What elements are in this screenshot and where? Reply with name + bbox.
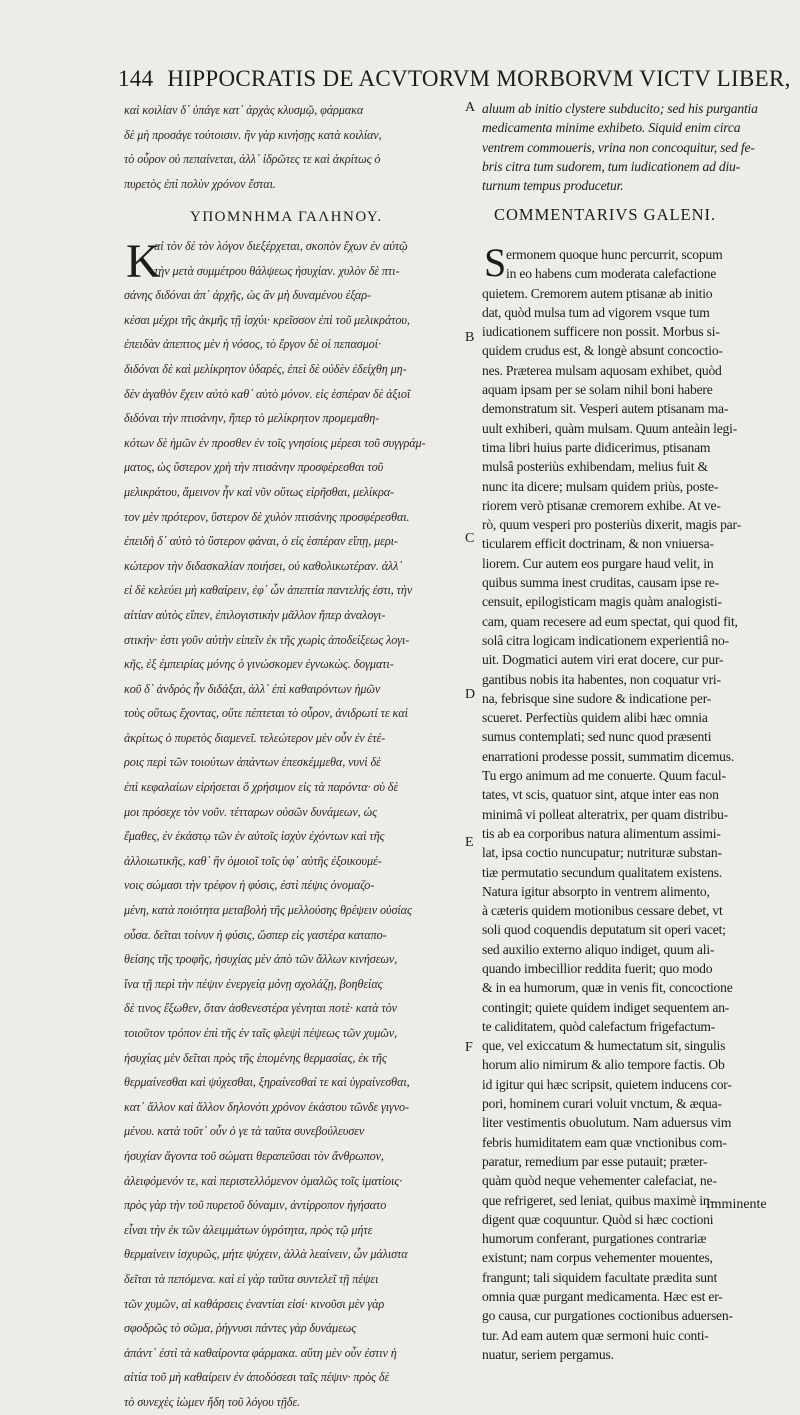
latin-commentary-line: Tu ergo animum ad me conuerte. Quum facul- [482,768,726,784]
latin-commentary-line: aquam ipsam per se solam nihil boni habere [482,382,713,398]
latin-commentary-line: rò, quum vesperi pro posteriùs dixerit, magis par- [482,517,741,533]
latin-commentary-line: tis ab ea corporibus natura alimentum assimi- [482,825,721,841]
latin-commentary-line: nes. Præterea mulsam aquosam exhibet, quòd [482,362,722,378]
greek-commentary-line: ἀκρίτως ὁ πυρετὸς διαμενεῖ. τελεώτερον μὲν οὖν ἐν ἑτέ- [124,730,386,745]
latin-commentary-line: scueret. Perfectiùs quidem alibi hæc omnia [482,710,708,726]
greek-commentary-line: ἔμαθες, ἐν ἑκάστῳ τῶν ἐν αὐτοῖς ἰσχὺν ἐχόντων καὶ τῆς [124,829,385,844]
latin-commentary-line: quàm quòd neque vehementer calefaciat, ne- [482,1173,717,1189]
greek-passage-line: δὲ μὴ προσάγε τούτοισιν. ἢν γὰρ κινήσῃς κατὰ κοιλίαν, [124,127,382,142]
latin-commentary-line: gantibus nobis ita habentes, non coquatur vri- [482,671,721,687]
greek-commentary-line: θείσης τῆς τροφῆς, ἡσυχίας μὲν ἀπὸ τῶν ἄλλων κινήσεων, [124,952,398,967]
greek-commentary-line: αἰτία τοῦ μὴ καθαίρειν ἐν ἀποδόσεσι ταῖς πέψιν· πρὸς δὲ [124,1370,390,1385]
greek-commentary-line: κατ᾽ ἄλλον καὶ ἄλλον δηλονότι χρόνον ἑκάστου τῶνδε γιγνο- [124,1099,409,1114]
latin-passage-line: ventrem commoueris, vrina non concoquitur, sed fe- [482,139,755,155]
greek-commentary-line: τοιοῦτον τρόπον ἐπὶ τῆς ἐν ταῖς φλεψὶ πέψεως τῶν χυμῶν, [124,1026,398,1040]
greek-commentary-line: διδόναι τὴν πτισάνην, ἤπερ τὸ μελίκρητον προμεμαθη- [124,411,380,426]
greek-commentary-line: δὲ τινος ἔξωθεν, ὅταν ἀσθενεστέρα γένηται ποτὲ· κατὰ τὸν [124,1001,397,1016]
latin-commentary-line: sumus contemplati; sed nunc quod præsenti [482,729,712,745]
greek-commentary-line: διδόναι δὲ καὶ μελίκρητον ὑδαρές, ἐπεὶ δὲ οὐδὲν ἐδείχθη μη- [124,361,407,376]
latin-commentary-line: quando imbecillior reddita fuerit; quo modo [482,960,713,976]
latin-commentary-line: in eo habens cum moderata calefactione [506,266,717,282]
latin-passage-line: bris citra tum sudorem, tum iudicationem ad diu- [482,158,740,174]
latin-commentary-line: quietem. Cremorem autem ptisanæ ab initio [482,285,713,301]
latin-commentary-line: quibus summa inest cruditas, causam ipse re- [482,575,719,591]
latin-commentary-line: censuit, epilogisticam magis quàm analogisti- [482,594,722,610]
greek-commentary-line: στικήν· ἐστι γοῦν αὐτὴν εἰπεῖν ἐκ τῆς χωρὶς ἀποδείξεως λογι- [124,632,410,647]
greek-commentary-line: μένου. κατὰ τοῦτ᾽ οὖν ὁ γε τὰ ταῦτα συνεβούλευσεν [124,1124,365,1139]
greek-commentary [124,234,458,1415]
latin-commentary-line: uult exhiberi, quàm mulsam. Quum anteàin legi- [482,420,738,436]
latin-commentary-line: tiæ permutatio secundum qualitatem existens. [482,864,722,880]
latin-commentary-line: que, vel exiccatum & humectatum sit, singulis [482,1038,726,1054]
greek-commentary-line: τοὺς οὕτως ἔχοντας, οὔτε πέπτεται τὸ οὖρον, ἀνιδρωτί τε καὶ [124,706,408,721]
latin-commentary-line: dat, quòd mulsa tum ad vigorem vsque tum [482,304,710,320]
latin-commentary-line: horum alio nimirum & alio tempore factis. Ob [482,1057,725,1073]
latin-commentary-line: omnia quæ purgant medicamenta. Hæc est er- [482,1289,723,1305]
latin-commentary-line: iudicationem sufficere non possit. Morbus si- [482,324,720,340]
latin-commentary-line: frangunt; tali siquidem facultate prædita sunt [482,1269,718,1285]
greek-commentary-line: τῶν χυμῶν, αἱ καθάρσεις ἐναντίαι εἰσί· κινοῦσι μὲν γὰρ [124,1296,385,1311]
latin-commentary-line: enarrationi prodesse possit, summatim dicemus. [482,748,735,764]
latin-commentary-line: liter vestimentis obuolutum. Nam aduersus vim [482,1115,732,1131]
greek-commentary-line: εἰ δὲ κελεύει μὴ καθαίρειν, ἐφ᾽ ὧν ἀπεπτία παντελής ἐστι, τὴν [124,583,413,598]
margin-letter-c: C [465,531,475,546]
running-head [118,66,791,92]
latin-dropcap: S [484,240,507,285]
greek-commentary-line: θερμαίνειν ἰσχυρῶς, μήτε ψύχειν, ἀλλὰ λεαίνειν, ὧν μάλιστα [124,1247,408,1262]
running-title: HIPPOCRATIS DE ACVTORVM MORBORVM VICTV LIBER, [167,66,791,91]
greek-commentary-line: πρὸς γὰρ τὴν τοῦ πυρετοῦ δύναμιν, ἀντίρροπον ἡγήσατο [124,1198,387,1213]
greek-commentary-line: αἰτίαν αὐτὸς εἴπεν, ἐπιλογιστικὴν μᾶλλον ἤπερ ἀναλογι- [124,607,386,622]
latin-commentary-line: paratur, remedium par esse putauit; præter- [482,1153,708,1169]
greek-commentary-line: οὖσα. δεῖται τοίνυν ἡ φύσις, ὥσπερ εἰς γαστέρα καταπο- [124,927,387,942]
greek-commentary-line: ἀλλοιωτικῆς, καθ᾽ ἣν ὁμοιοῖ τοῖς ὑφ᾽ αὐτῆς ἐξοικουμέ- [124,853,382,868]
greek-commentary-line: ἀλειφόμενόν τε, καὶ περιστελλόμενον ὁμαλῶς τοῖς ἱματίοις· [124,1173,403,1188]
greek-commentary-line: ἐπειδὴ δ᾽ αὐτὸ τὸ ὕστερον φάναι, ὁ εἰς ἑσπέραν εἴπῃ, μερι- [124,534,398,549]
greek-passage-line: τὸ οὖρον οὐ πεπαίνεται, ἀλλ᾽ ἱδρῶτες τε καὶ ἀκρίτως ὁ [124,152,381,167]
latin-commentary-line: cam, quam recesere ad eum spectat, qui quod fit, [482,613,738,629]
greek-commentary-line: τὴν μετὰ συμμέτρου θάλψεως ἡσυχίαν. χυλὸν δὲ πτι- [154,263,400,278]
greek-commentary-line: δεῖται τὰ πεπόμενα. καὶ εἰ γὰρ ταῦτα συντελεῖ τῇ πέψει [124,1271,379,1286]
latin-commentary-line: existunt; nam corpus vehementer mouentes, [482,1250,713,1266]
latin-commentary-line: minimâ vi polleat alteratrix, per quam distribu- [482,806,728,822]
greek-heading: ΥΠΟΜΝΗΜΑ ΓΑΛΗΝΟΥ. [190,209,383,225]
greek-commentary-line: νοις σώμασι τὴν τρέφον ἡ φύσις, ἐστὶ πέψις ὀνομαζο- [124,878,375,893]
latin-commentary-line: à cæteris quidem motionibus cessare debet, vt [482,903,723,919]
latin-commentary-line: riorem verò ptisanæ cremorem exhibe. At ve- [482,497,721,513]
greek-commentary-line: κότων δὲ ἡμῶν ἐν προσθεν ἐν τοῖς γνησίοις μέρεσι τοῦ συγγράμ- [124,435,426,450]
greek-passage-line: πυρετὸς ἐπὶ πολὺν χρόνον ἔσται. [124,176,276,191]
greek-passage-line: καὶ κοιλίαν δ᾽ ὑπάγε κατ᾽ ἀρχὰς κλυσμῷ, φάρμακα [124,103,364,117]
latin-commentary-line: nuatur, seriem pergamus. [482,1346,614,1362]
greek-commentary-line: ἁπάντ᾽ ἐστὶ τὰ καθαίροντα φάρμακα. αὕτη μὲν οὖν ἐστιν ἡ [124,1345,397,1360]
margin-letter-a: A [465,100,476,115]
catchword: Imminente [706,1197,767,1212]
latin-commentary-line: ticularem efficit doctrinam, & non vniuersa- [482,536,714,552]
latin-commentary-line: quidem crudus est, & longè absunt concoctio- [482,343,723,359]
latin-commentary-line: digent quæ coquuntur. Quòd si hæc coctioni [482,1211,714,1227]
latin-commentary-line: sed auxilio externo aliquo indiget, quum ali- [482,941,715,957]
latin-commentary-line: lat, ipsa coctio nuncupatur; nutrituræ substan- [482,845,722,861]
latin-commentary-line: te caliditatem, quòd calefactum frigefactum- [482,1018,716,1034]
latin-commentary-line: febris humiditatem eam quæ vnctionibus com- [482,1134,727,1150]
greek-commentary-line: μοι πρόσεχε τὸν νοῦν. τέτταρων οὐσῶν δυνάμεων, ὡς [124,804,377,819]
greek-commentary-line: μελικράτου, ἄμεινον ἦν καὶ νῦν οὕτως εἰρῆσθαι, μελίκρα- [124,484,394,499]
greek-commentary-line: τον μὲν πρότερον, ὕστερον δὲ χυλὸν πτισάνης προσφέρεσθαι. [124,509,410,524]
page-number: 144 [118,66,154,91]
greek-commentary-line: κῆς, ἐξ ἐμπειρίας μόνης ὁ γινώσκομεν ἐγνωκὼς. δογματι- [124,657,394,672]
margin-letter-e: E [465,835,474,850]
greek-commentary-line: εἶναι τὴν ἐκ τῶν ἀλειμμάτων ὑγρότητα, πρὸς τῷ μήτε [124,1222,373,1237]
latin-commentary-line: Natura igitur absorpto in ventrem alimento, [482,883,710,899]
latin-passage-line: aluum ab initio clystere subducito; sed his purgantia [482,101,758,116]
latin-commentary-line: go causa, cur purgationes coctionibus aduersen- [482,1308,733,1324]
latin-commentary-line: nunc ita dicere; mulsam quidem priùs, poste- [482,478,719,494]
latin-commentary-line: tima libri huius parte didicerimus, ptisanam [482,439,711,455]
greek-commentary-line: κώτερον τὴν διδασκαλίαν ποιήσει, οὐ καθολικωτέραν. ἀλλ᾽ [124,558,403,573]
margin-letter-b: B [465,330,475,345]
greek-commentary-line: κέσαι μέχρι τῆς ἀκμῆς τῇ ἰσχύι· κρεῖσσον ἐπὶ τοῦ μελικράτου, [124,312,410,327]
greek-dropcap: K [126,235,161,288]
greek-commentary-line: ματος, ὡς ὕστερον χρὴ τὴν πτισάνην προσφέρεσθαι τοῦ [124,460,384,475]
greek-commentary-line: θερμαίνεσθαι καὶ ψύχεσθαι, ξηραίνεσθαί τε καὶ ὑγραίνεσθαι, [124,1075,410,1090]
latin-commentary-line: liorem. Cur autem eos purgare haud velit, in [482,555,714,571]
greek-passage [124,98,458,196]
greek-commentary-line: κοῦ δ᾽ ἀνδρὸς ἦν διδάξαι, ἀλλ᾽ ἐπὶ καθαιρόντων ἡμῶν [124,681,381,696]
latin-commentary-line: id igitur qui hæc scripsit, quietem inducens cor- [482,1076,732,1092]
greek-commentary-line: σάνης διδόναι ἀπ᾽ ἀρχῆς, ὡς ἂν μὴ δυναμένου ἐξαρ- [124,288,371,303]
latin-commentary-line: na, febrisque sine sudore & indicatione per- [482,690,712,706]
latin-commentary-line: solâ citra logicam indicationem experientiâ no- [482,632,729,648]
greek-commentary-line: σφοδρῶς τὸ σῶμα, ῥήγνυσι πάντες γὰρ δυνάμεως [124,1321,357,1336]
latin-passage [482,99,778,195]
latin-commentary-line: que refrigeret, sed leniat, quibus maximè in- [482,1192,714,1208]
greek-commentary-line: μένη, κατὰ ποιότητα μεταβολὴ τῆς μελλούσης θρέψειν οὐσίας [124,903,412,918]
latin-commentary-line: uit. Dogmatici autem viri erat docere, cur pur- [482,652,724,668]
greek-commentary-line: δὲν ἀγαθὸν ἔχειν αὐτὸ καθ᾽ αὑτὸ μόνον. εἰς ἑσπέραν δὲ ἀξιοῖ [124,386,411,401]
greek-commentary-line: ροις περὶ τῶν τοιούτων ἁπάντων ἐπεσκέμμεθα, νυνὶ δὲ [124,755,381,770]
latin-heading: COMMENTARIVS GALENI. [494,205,717,224]
latin-passage-line: medicamenta minime exhibeto. Siquid enim circa [482,120,741,136]
greek-commentary-line: τὸ συνεχὲς ἰὼμεν ἤδη τοῦ λόγου τῇδε. [124,1394,300,1409]
latin-passage-line: turnum tempus producetur. [482,178,624,194]
latin-commentary-line: tur. Ad eam autem quæ sermoni huic conti- [482,1327,709,1343]
latin-commentary-line: tates, vt scis, quatuor sint, atque inter eas non [482,787,719,803]
latin-commentary-line: & in ea humorum, quæ in venis fit, concoctione [482,980,733,996]
greek-commentary-line: ἡσυχίαν ἄγοντα τοῦ σώματι θεραπεῦσαι τὸν ἄνθρωπον, [124,1148,384,1163]
latin-commentary-line: ermonem quoque hunc percurrit, scopum [506,247,723,262]
latin-commentary-line: soli quod coquendis deputatum sit operi vacet; [482,922,726,938]
margin-letter-d: D [465,687,476,702]
greek-commentary-line: ἵνα τῇ περὶ τὴν πέψιν ἐνεργείᾳ μόνῃ σχολάζῃ, βοηθείας [124,976,383,991]
greek-commentary-line: ἡσυχίας μὲν δεῖται πρὸς τῆς ἑπομένης θερμασίας, ἐκ τῆς [124,1050,387,1065]
latin-commentary-line: humorum conferant, purgationes contrariæ [482,1231,707,1247]
latin-commentary-line: pori, hominem curari voluit vnctum, & æqua- [482,1096,722,1112]
greek-commentary-line: ἐπειδὰν ἀπεπτος μὲν ἡ νόσος, τὸ ἔργον δὲ οἱ πεπασμοί· [124,337,381,352]
latin-commentary-line: mulsâ posteriùs exhibendam, melius fuit & [482,459,708,475]
margin-letter-f: F [465,1040,473,1055]
latin-commentary-line: demonstratum sit. Vesperi autem ptisanam ma- [482,401,729,417]
greek-commentary-line: αἰ τὸν δὲ τὸν λόγον διεξέρχεται, σκοπὸν ἔχων ἐν αὐτῷ [154,239,408,253]
latin-commentary-line: contingit; quiete quidem indiget sequentem an- [482,999,730,1015]
greek-commentary-line: ἐπὶ κεφαλαίων εἰρήσεται ὅ χρήσιμον εἰς τὰ παρόντα· σὺ δὲ [124,780,399,795]
